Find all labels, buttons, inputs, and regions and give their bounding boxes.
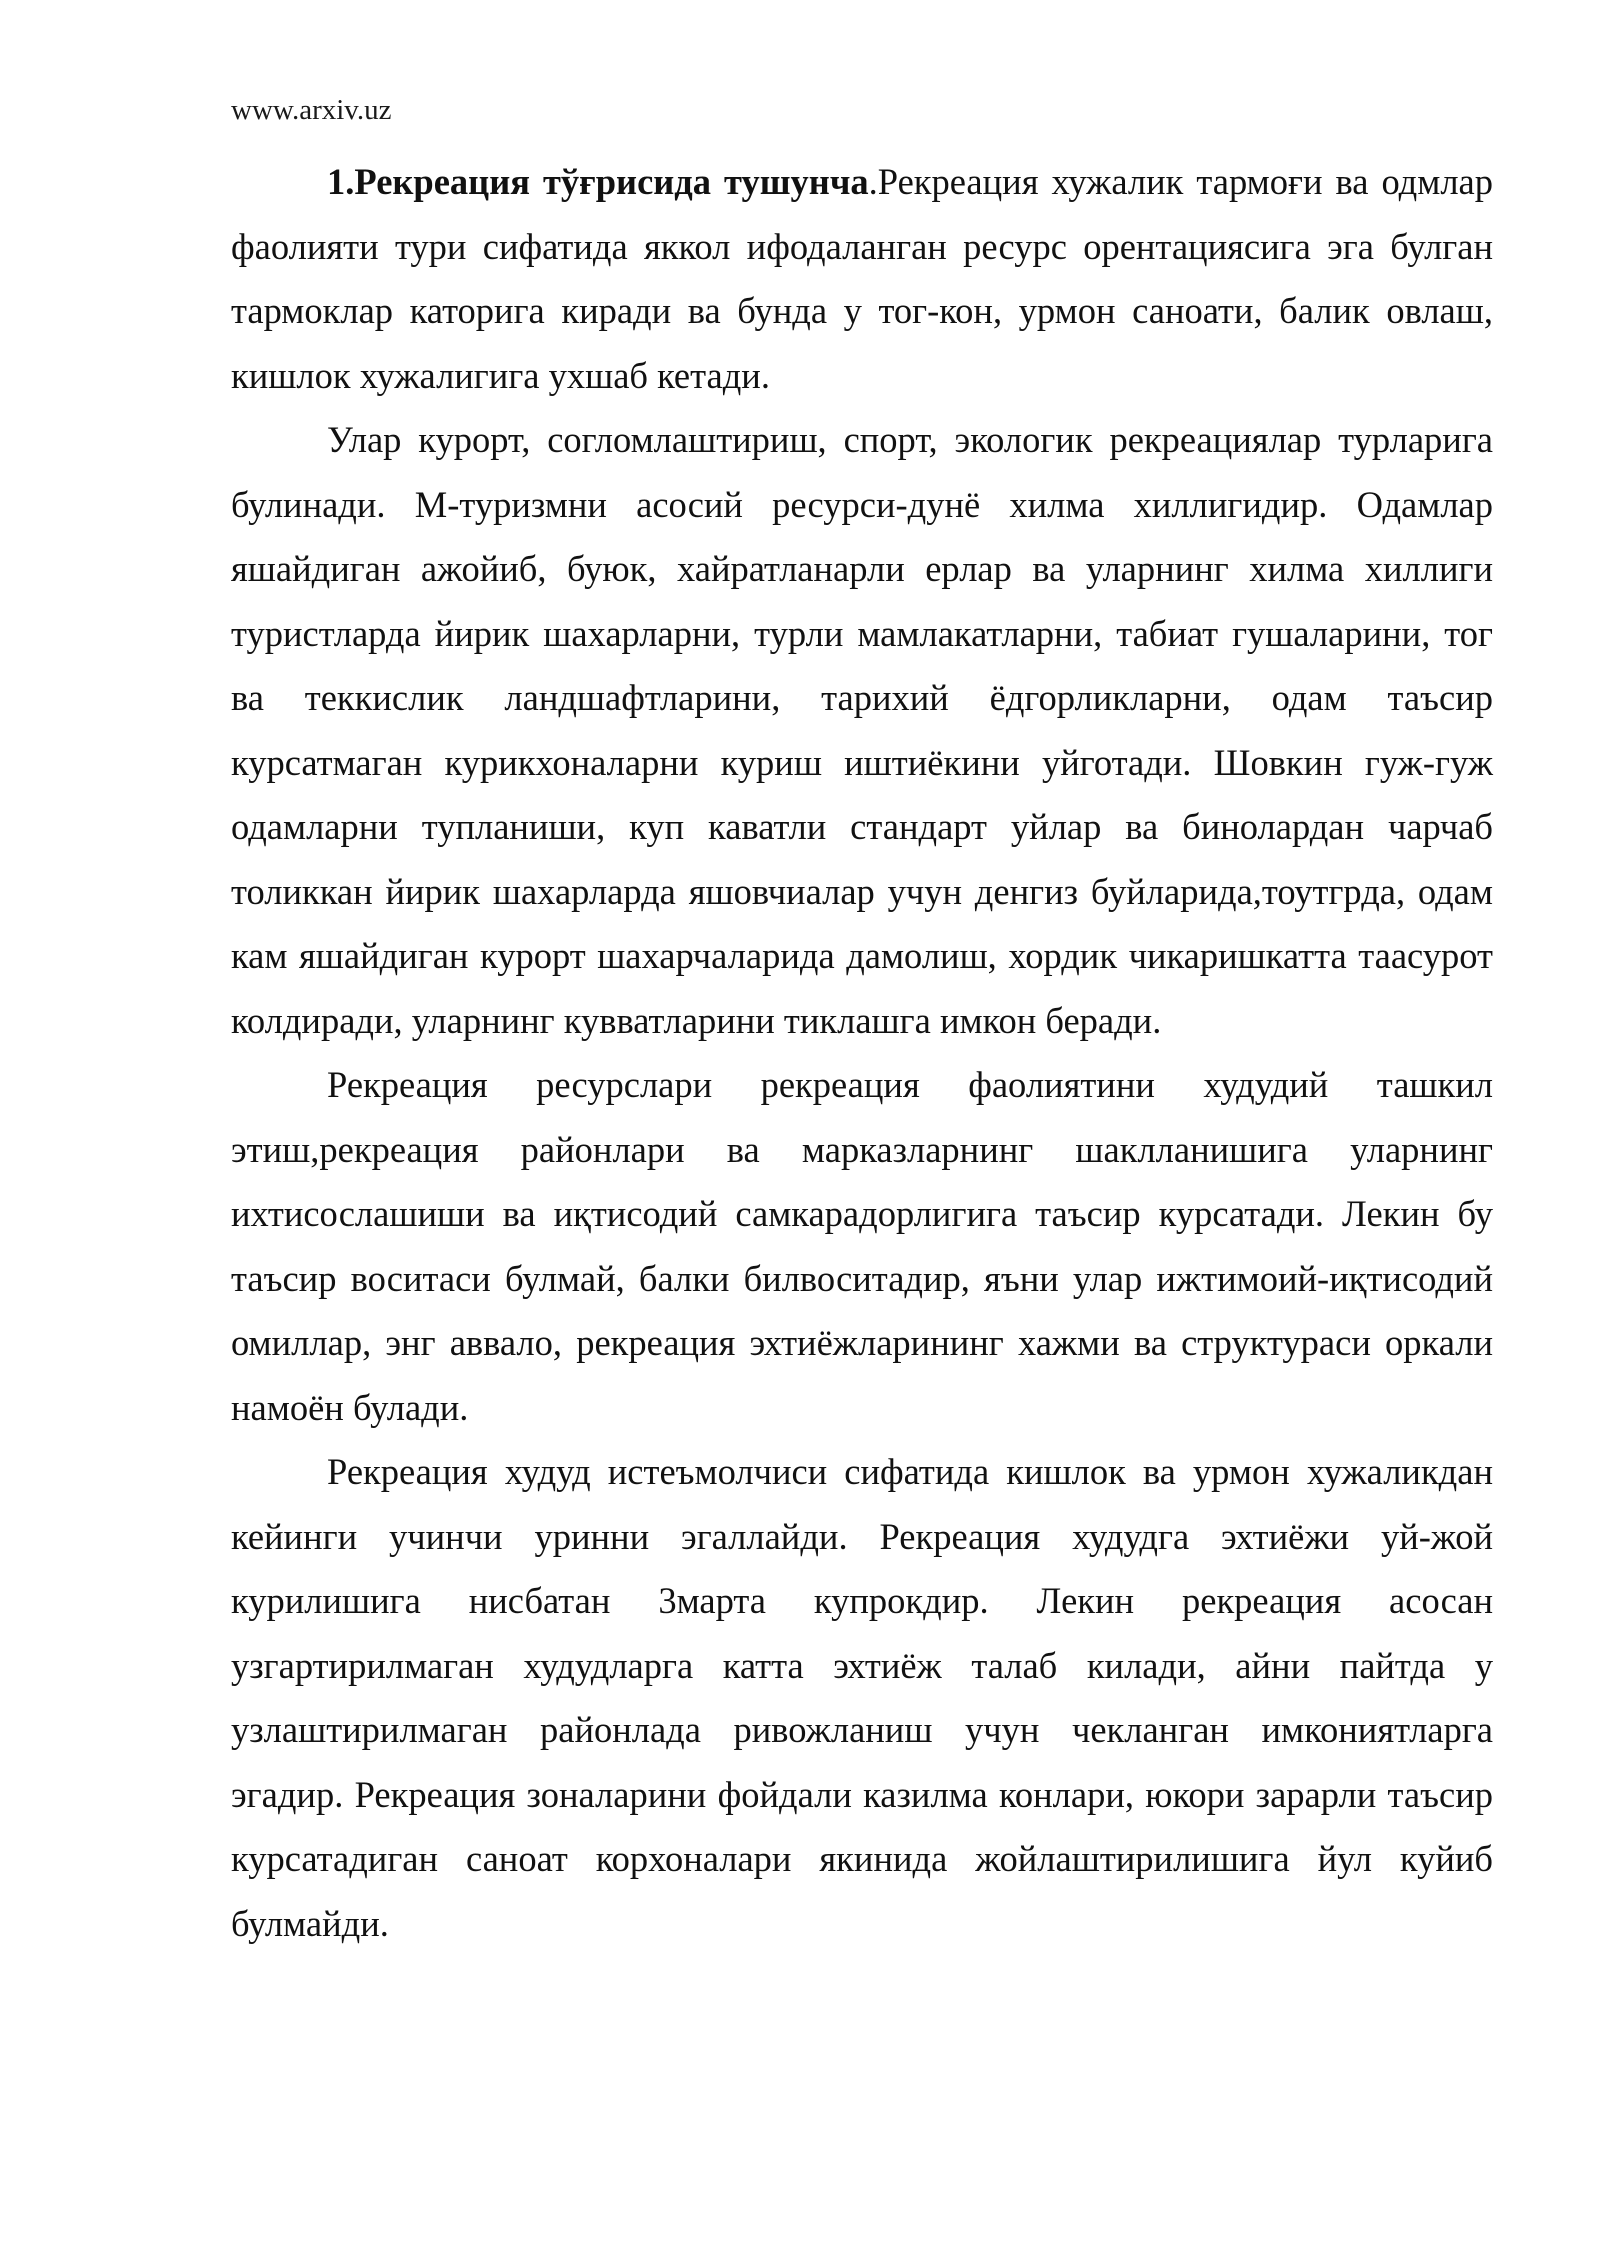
paragraph-intro-text: .Рекреация хужалик тармоғи ва одмлар фаолияти тури сифатида яккол ифодаланган ресурс орентациясига эга булган тармоклар каторига киради ва бунда у тог-кон, урмон саноати, балик овлаш, кишлок хужалигига ухшаб кетади.	[231, 161, 1493, 396]
source-url: www.arxiv.uz	[231, 94, 392, 126]
paragraph-intro	[231, 150, 1493, 408]
paragraph-2: Улар курорт, согломлаштириш, спорт, экологик рекреациялар турларига булинади. М-туризмни асосий ресурси-дунё хилма хиллигидир. Одамлар яшайдиган ажойиб, буюк, хайратланарли ерлар ва уларнинг хилма хиллиги туристларда йирик шахарларни, турли мамлакатларни, табиат гушаларини, тог ва теккислик ландшафтларини, тарихий ёдгорликларни, одам таъсир курсатмаган курикхоналарни куриш иштиёкини уйготади. Шовкин гуж-гуж одамларни тупланиши, куп каватли стандарт уйлар ва бинолардан чарчаб толиккан йирик шахарларда яшовчиалар учун денгиз буйларида,тоутгрда, одам кам яшайдиган курорт шахарчаларида дамолиш, хордик чикаришкатта таасурот колдиради, уларнинг кувватларини тиклашга имкон беради.	[231, 419, 1493, 1041]
paragraph-3: Рекреация ресурслари рекреация фаолиятини худудий ташкил этиш,рекреация районлари ва марказларнинг шаклланишига уларнинг ихтисослашиши ва иқтисодий самкарадорлигига таъсир курсатади. Лекин бу таъсир воситаси булмай, балки билвоситадир, яъни улар ижтимоий-иқтисодий омиллар, энг аввало, рекреация эхтиёжларининг хажми ва структураси оркали намоён булади.	[231, 1064, 1493, 1428]
paragraph-4: Рекреация худуд истеъмолчиси сифатида кишлок ва урмон хужаликдан кейинги учинчи уринни эгаллайди. Рекреация худудга эхтиёжи уй-жой курилишига нисбатан 3марта купрокдир. Лекин рекреация асосан узгартирилмаган худудларга катта эхтиёж талаб килади, айни пайтда у узлаштирилмаган районлада ривожланиш учун чекланган имкониятларга эгадир. Рекреация зоналарини фойдали казилма конлари, юкори зарарли таъсир курсатадиган саноат корхоналари якинида жойлаштирилишига йул куйиб булмайди.	[231, 1451, 1493, 1944]
section-heading: 1.Рекреация тўғрисида тушунча	[327, 161, 869, 202]
document-body	[231, 150, 1493, 1956]
